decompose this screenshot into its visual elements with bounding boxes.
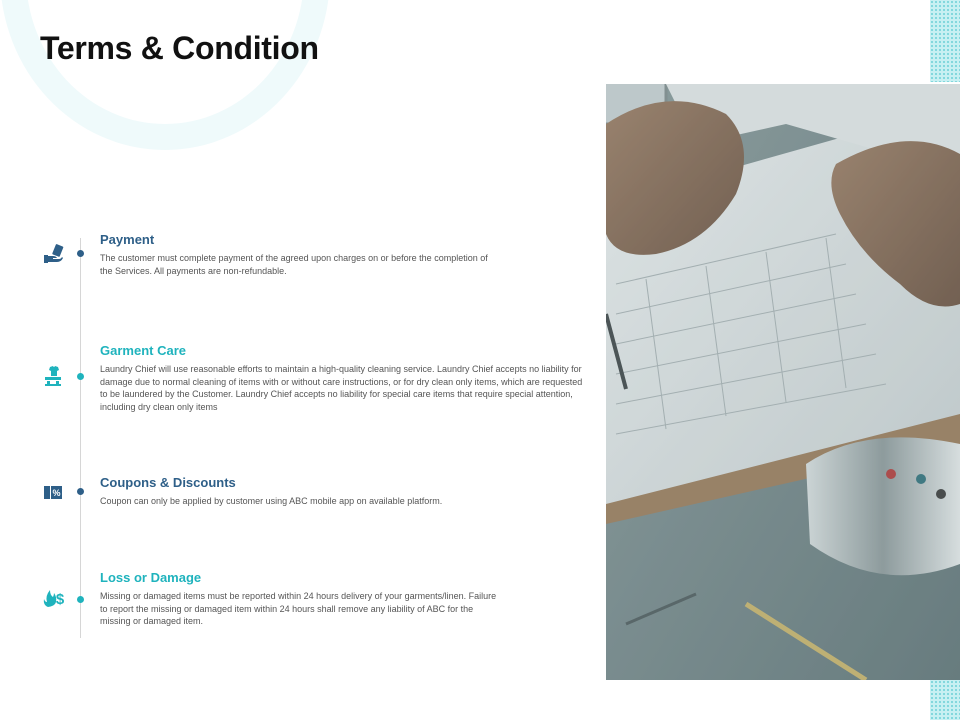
payment-hand-icon (42, 244, 66, 266)
term-description: The customer must complete payment of the agreed upon charges on or before the completion of the Services. All payments are non-refundable. (100, 253, 488, 276)
decorative-dot-strip-bottom (930, 680, 960, 720)
decorative-circle (0, 0, 330, 150)
timeline-dot (77, 596, 84, 603)
timeline-dot (77, 373, 84, 380)
page-title: Terms & Condition (40, 30, 319, 66)
garment-care-icon (42, 365, 66, 387)
term-heading: Loss or Damage (100, 570, 202, 585)
term-heading: Payment (100, 232, 155, 247)
term-heading: Coupons & Discounts (100, 475, 236, 490)
svg-text:%: % (52, 488, 61, 498)
fire-dollar-icon (42, 587, 66, 609)
term-description: Laundry Chief will use reasonable efforts to maintain a high-quality cleaning service. Laundry Chief accepts no liability for damage due to normal cleaning of items with or without care instructions, or for dry clean only items, which are requested to be laundered by the Customer. Laundry Chief accepts no liability for special care items that require special attention, including dry clean only items (100, 364, 583, 412)
photo-hands-filling-form (606, 84, 960, 680)
timeline-dot (77, 250, 84, 257)
timeline-line (80, 238, 81, 638)
term-description: Missing or damaged items must be reported within 24 hours delivery of your garments/linen. Failure to report the missing or damaged item within 24 hours shall remove any liability of ABC for the missing or damaged item. (100, 591, 497, 626)
term-heading: Garment Care (100, 343, 186, 358)
timeline-dot (77, 488, 84, 495)
decorative-dot-strip-top (930, 0, 960, 82)
svg-text:$: $ (55, 591, 65, 608)
term-description: Coupon can only be applied by customer using ABC mobile app on available platform. (100, 496, 443, 506)
coupon-percent-icon (42, 483, 66, 505)
